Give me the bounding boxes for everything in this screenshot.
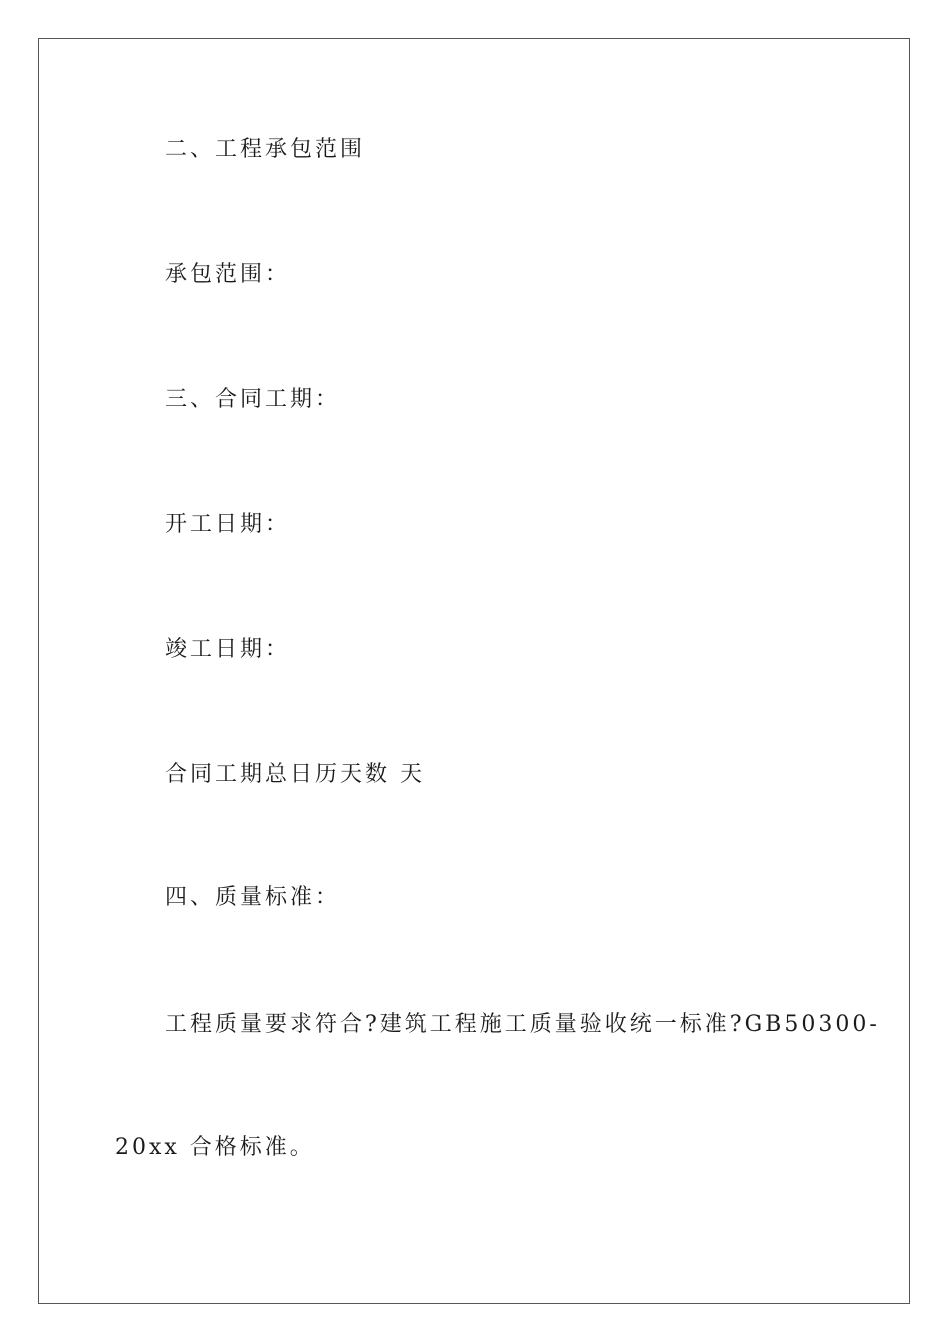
section-heading-period: 三、合同工期： (165, 387, 341, 412)
quality-requirement-continuation: 20xx 合格标准。 (115, 1135, 315, 1160)
section-heading-quality: 四、质量标准： (165, 885, 341, 910)
completion-date-field: 竣工日期： (165, 637, 291, 662)
scope-field: 承包范围： (165, 262, 291, 287)
quality-requirement-paragraph: 工程质量要求符合?建筑工程施工质量验收统一标准?GB50300- (165, 1012, 880, 1037)
total-days-field: 合同工期总日历天数 天 (165, 762, 425, 787)
page-border (38, 38, 910, 1304)
start-date-field: 开工日期： (165, 512, 291, 537)
section-heading-scope: 二、工程承包范围 (165, 137, 366, 162)
